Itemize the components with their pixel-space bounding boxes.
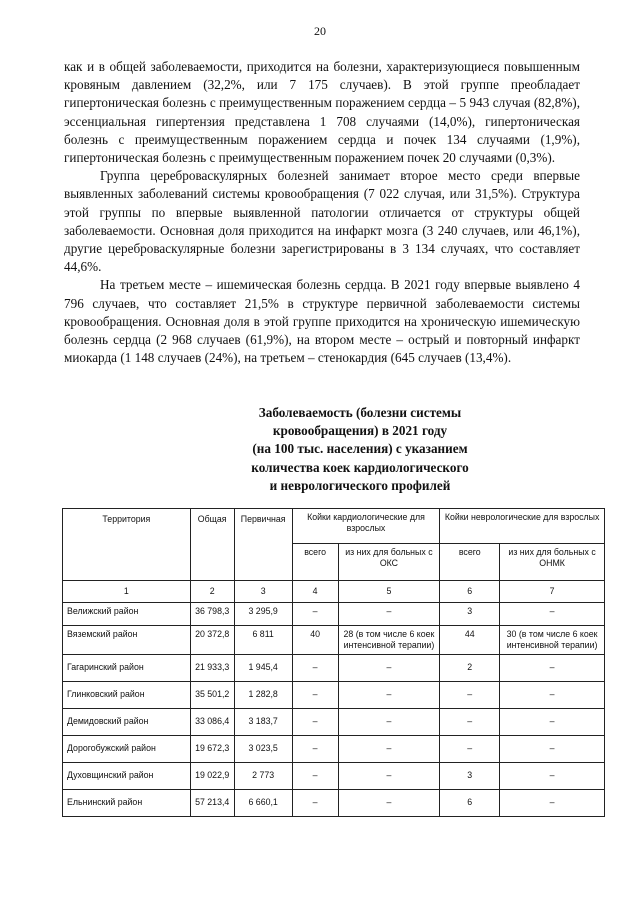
cell-cardio-oks: –	[338, 655, 440, 682]
cell-territory: Демидовский район	[63, 709, 191, 736]
table-title-line: и неврологического профилей	[269, 477, 451, 493]
header-neuro-beds: Койки неврологические для взрослых	[440, 509, 605, 544]
cell-neuro-onmk: –	[500, 603, 605, 626]
table-row	[63, 790, 605, 817]
cell-neuro-onmk: –	[500, 655, 605, 682]
cell-territory: Велижский район	[63, 603, 191, 626]
cell-cardio-all: –	[292, 790, 338, 817]
table-title-line: кровообращения) в 2021 году	[272, 423, 448, 439]
cell-total: 19 672,3	[190, 736, 234, 763]
header-primary: Первичная	[234, 509, 292, 581]
cell-primary: 3 023,5	[234, 736, 292, 763]
table-row	[63, 736, 605, 763]
body-text	[64, 58, 580, 367]
cell-neuro-all: –	[440, 682, 500, 709]
header-total: Общая	[190, 509, 234, 581]
table-row	[63, 709, 605, 736]
cell-neuro-all: 2	[440, 655, 500, 682]
header-neuro-all: всего	[440, 544, 500, 581]
paragraph-2: Группа цереброваскулярных болезней занимает второе место среди впервые выявленных заболеваний системы кровообращения (7 022 случая, или 31,5%). Структура этой группы по впервые выявленной патологии отличается от структуры общей заболеваемости. Основная доля приходится на инфаркт мозга (3 240 случаев, или 46,1%), другие цереброваскулярные болезни зарегистрированы в 3 134 случаях, что составляет 44,6%.	[64, 168, 580, 275]
column-number-row	[63, 581, 605, 603]
cell-neuro-onmk: –	[500, 682, 605, 709]
cell-cardio-all: –	[292, 682, 338, 709]
cell-primary: 1 282,8	[234, 682, 292, 709]
cell-territory: Духовщинский район	[63, 763, 191, 790]
header-cardio-oks: из них для больных с ОКС	[338, 544, 440, 581]
cell-cardio-all: –	[292, 736, 338, 763]
page-number: 20	[314, 24, 326, 38]
cell-cardio-oks: –	[338, 763, 440, 790]
paragraph-1: как и в общей заболеваемости, приходится на болезни, характеризующиеся повышенным кровяным давлением (32,2%, или 7 175 случаев). В этой группе преобладает гипертоническая болезнь с преимущественным поражением сердца – 5 943 случая (82,8%), эссенциальная гипертензия представлена 1 708 случаями (14,0%), гипертоническая болезнь с преимущественным поражением сердца и почек 134 случаями (1,9%), гипертоническая болезнь с преимущественным поражением почек 20 случаями (0,3%).	[64, 59, 580, 166]
cell-cardio-oks: –	[338, 603, 440, 626]
cell-territory: Ельнинский район	[63, 790, 191, 817]
cell-total: 57 213,4	[190, 790, 234, 817]
cell-neuro-onmk: –	[500, 763, 605, 790]
cell-total: 19 022,9	[190, 763, 234, 790]
cell-neuro-onmk: –	[500, 736, 605, 763]
column-number: 7	[500, 581, 605, 603]
cell-neuro-onmk: –	[500, 790, 605, 817]
cell-primary: 6 660,1	[234, 790, 292, 817]
cell-neuro-all: 3	[440, 603, 500, 626]
cell-territory: Глинковский район	[63, 682, 191, 709]
cell-territory: Гагаринский район	[63, 655, 191, 682]
cell-total: 21 933,3	[190, 655, 234, 682]
table-row	[63, 682, 605, 709]
cell-neuro-all: –	[440, 736, 500, 763]
cell-cardio-oks: –	[338, 682, 440, 709]
table-title-line: количества коек кардиологического	[251, 459, 469, 475]
header-territory: Территория	[63, 509, 191, 581]
cell-cardio-all: –	[292, 709, 338, 736]
cell-total: 35 501,2	[190, 682, 234, 709]
morbidity-table	[62, 508, 605, 817]
cell-total: 20 372,8	[190, 626, 234, 655]
table-row	[63, 655, 605, 682]
column-number: 5	[338, 581, 440, 603]
cell-cardio-all: –	[292, 603, 338, 626]
header-neuro-onmk: из них для больных с ОНМК	[500, 544, 605, 581]
cell-neuro-all: 6	[440, 790, 500, 817]
table-row	[63, 626, 605, 655]
cell-cardio-oks: 28 (в том числе 6 коек интенсивной терапии)	[338, 626, 440, 655]
cell-neuro-all: 3	[440, 763, 500, 790]
cell-cardio-oks: –	[338, 736, 440, 763]
table-row	[63, 603, 605, 626]
cell-neuro-onmk: 30 (в том числе 6 коек интенсивной терапии)	[500, 626, 605, 655]
cell-neuro-onmk: –	[500, 709, 605, 736]
column-number: 2	[190, 581, 234, 603]
cell-cardio-all: –	[292, 655, 338, 682]
cell-total: 33 086,4	[190, 709, 234, 736]
cell-primary: 2 773	[234, 763, 292, 790]
cell-neuro-all: 44	[440, 626, 500, 655]
header-cardio-all: всего	[292, 544, 338, 581]
cell-primary: 1 945,4	[234, 655, 292, 682]
column-number: 3	[234, 581, 292, 603]
cell-primary: 3 295,9	[234, 603, 292, 626]
table-title-line: (на 100 тыс. населения) с указанием	[252, 441, 468, 457]
column-number: 6	[440, 581, 500, 603]
header-cardio-beds: Койки кардиологические для взрослых	[292, 509, 440, 544]
cell-cardio-all: 40	[292, 626, 338, 655]
cell-territory: Вяземский район	[63, 626, 191, 655]
cell-cardio-all: –	[292, 763, 338, 790]
cell-territory: Дорогобужский район	[63, 736, 191, 763]
cell-cardio-oks: –	[338, 709, 440, 736]
cell-neuro-all: –	[440, 709, 500, 736]
table-title	[160, 404, 560, 495]
cell-primary: 3 183,7	[234, 709, 292, 736]
cell-primary: 6 811	[234, 626, 292, 655]
paragraph-3: На третьем месте – ишемическая болезнь сердца. В 2021 году впервые выявлено 4 796 случаев, что составляет 21,5% в структуре первичной заболеваемости системы кровообращения. Основная доля в этой группе приходится на хроническую ишемическую болезнь сердца (2 968 случаев (61,9%), на втором месте – острый и повторный инфаркт миокарда (1 148 случаев (24%), на третьем – стенокардия (645 случаев (13,4%).	[64, 277, 580, 366]
column-number: 4	[292, 581, 338, 603]
table-row	[63, 763, 605, 790]
table-title-line: Заболеваемость (болезни системы	[258, 405, 462, 420]
cell-total: 36 798,3	[190, 603, 234, 626]
column-number: 1	[63, 581, 191, 603]
cell-cardio-oks: –	[338, 790, 440, 817]
